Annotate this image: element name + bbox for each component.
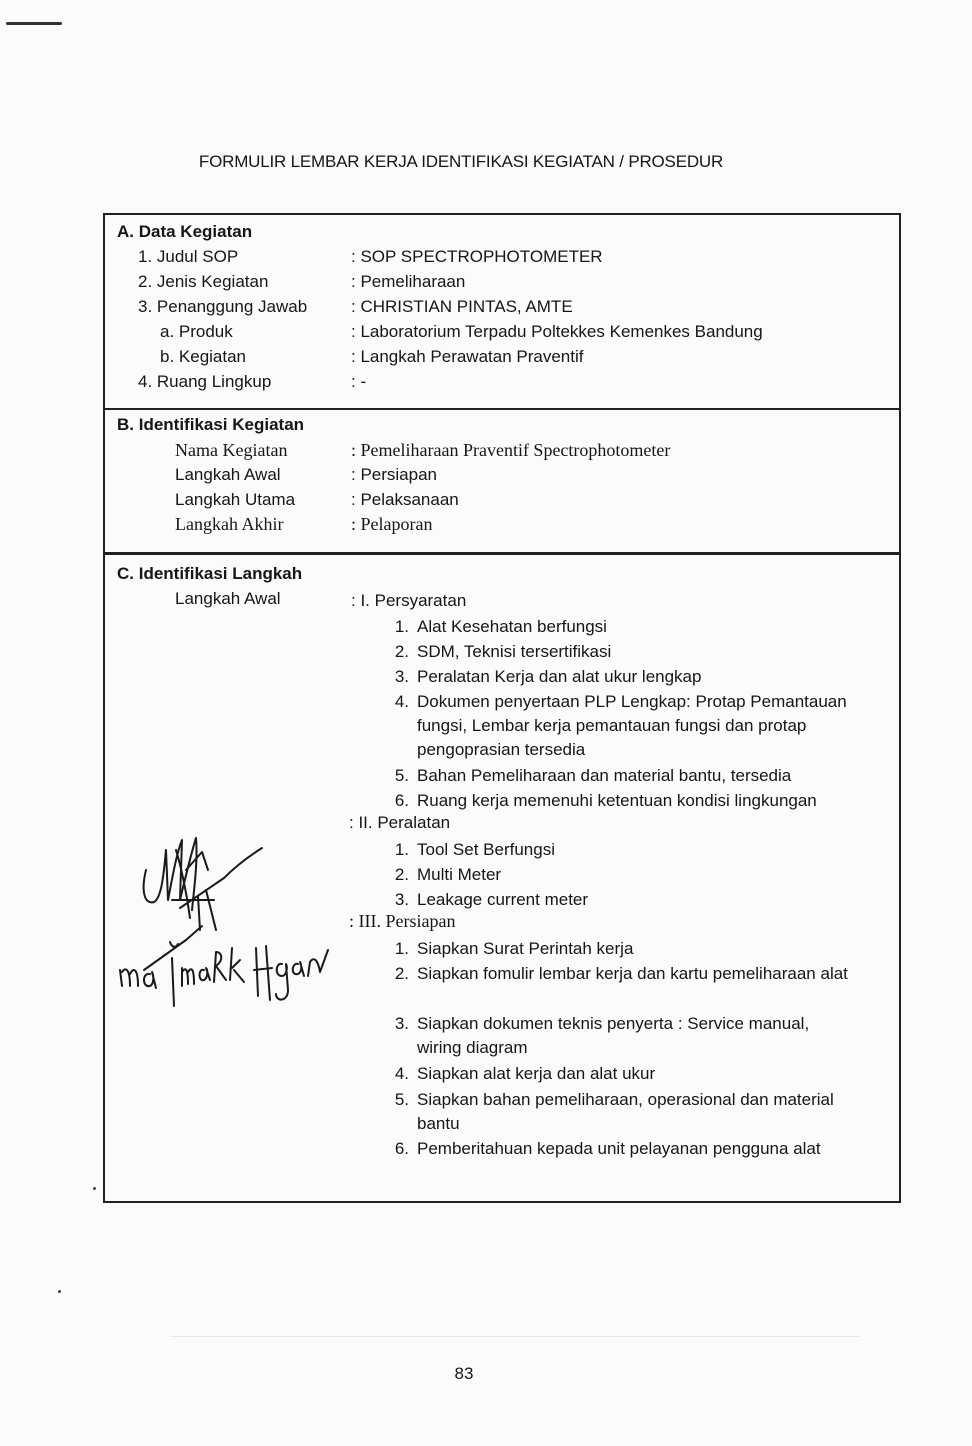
list-item [394,863,917,887]
list-item [394,1062,917,1086]
item-text: Ruang kerja memenuhi ketentuan kondisi lingkungan [417,791,817,810]
item-number: 5. [394,1090,409,1109]
langkah-awal-label: Langkah Awal [175,589,281,608]
section-data-kegiatan [105,215,899,410]
item-text: Leakage current meter [417,890,589,909]
item-text: Siapkan dokumen teknis penyerta : Service manual, wiring diagram [417,1014,810,1057]
item-number: 1. [394,617,409,636]
list-item [394,640,917,664]
row-label: b. Kegiatan [160,347,247,366]
item-text: Siapkan Surat Perintah kerja [417,939,634,958]
row-label: Langkah Utama [175,490,296,509]
row-value: : Persiapan [351,465,437,484]
list-item [394,888,917,912]
scan-speck [93,1187,96,1190]
handwritten-signature [116,830,336,1010]
row-label: 2. Jenis Kegiatan [138,272,269,291]
item-text: Bahan Pemeliharaan dan material bantu, tersedia [417,766,792,785]
section-c-heading: C. Identifikasi Langkah [117,564,303,583]
list-item [394,962,857,986]
row-label: Langkah Akhir [175,514,284,534]
item-number: 2. [394,964,409,983]
item-number: 1. [394,939,409,958]
item-number: 1. [394,840,409,859]
list-item [394,937,917,961]
row-value: : SOP SPECTROPHOTOMETER [351,247,603,266]
row-value: : Laboratorium Terpadu Poltekkes Kemenkes Bandung [351,322,763,341]
row-label: 1. Judul SOP [138,247,239,266]
item-number: 6. [394,791,409,810]
item-text: Pemberitahuan kepada unit pelayanan pengguna alat [417,1139,821,1158]
item-number: 3. [394,667,409,686]
list-item [394,789,917,813]
row-label: Langkah Awal [175,465,281,484]
row-value: : CHRISTIAN PINTAS, AMTE [351,297,573,316]
item-number: 6. [394,1139,409,1158]
section-identifikasi-kegiatan [105,410,899,555]
row-value: : Pemeliharaan Praventif Spectrophotometer [351,440,671,460]
section-a-heading: A. Data Kegiatan [117,222,253,241]
scan-faint-line [170,1336,860,1337]
row-label: Nama Kegiatan [175,440,288,460]
item-text: Multi Meter [417,865,502,884]
item-number: 4. [394,692,409,711]
list-item [394,1012,847,1060]
row-nama-kegiatan [105,440,899,464]
group-persiapan-title: : III. Persiapan [349,911,456,931]
row-kegiatan [105,347,899,371]
item-text: Siapkan fomulir lembar kerja dan kartu pemeliharaan alat [417,964,848,983]
list-item [394,665,917,689]
row-langkah-awal [105,465,899,489]
item-text: Siapkan bahan pemeliharaan, operasional dan material bantu [417,1090,834,1133]
item-text: Siapkan alat kerja dan alat ukur [417,1064,656,1083]
row-langkah-utama [105,490,899,514]
item-text: SDM, Teknisi tersertifikasi [417,642,612,661]
row-penanggung-jawab [105,297,899,321]
item-text: Tool Set Berfungsi [417,840,555,859]
worksheet-frame [103,213,901,1203]
row-ruang-lingkup [105,372,899,396]
row-label: 3. Penanggung Jawab [138,297,308,316]
row-langkah-akhir [105,514,899,538]
group-persyaratan-title: : I. Persyaratan [351,591,467,610]
item-text: Alat Kesehatan berfungsi [417,617,607,636]
item-number: 3. [394,1014,409,1033]
list-item [394,838,917,862]
row-jenis-kegiatan [105,272,899,296]
document-title: FORMULIR LEMBAR KERJA IDENTIFIKASI KEGIATAN / PROSEDUR [198,152,724,171]
list-item [394,1088,867,1136]
row-value: : Langkah Perawatan Praventif [351,347,584,366]
list-item [394,615,917,639]
row-value: : Pemeliharaan [351,272,466,291]
list-item [394,764,917,788]
scan-speck [58,1290,61,1293]
item-number: 4. [394,1064,409,1083]
item-number: 5. [394,766,409,785]
item-number: 3. [394,890,409,909]
item-number: 2. [394,865,409,884]
item-number: 2. [394,642,409,661]
item-text: Peralatan Kerja dan alat ukur lengkap [417,667,702,686]
row-label: 4. Ruang Lingkup [138,372,272,391]
scan-edge-mark [6,22,62,25]
page-number: 83 [454,1364,474,1383]
row-value: : - [351,372,367,391]
group-peralatan-title: : II. Peralatan [349,813,451,832]
list-item [394,690,877,762]
row-judul-sop [105,247,899,271]
item-text: Dokumen penyertaan PLP Lengkap: Protap Pemantauan fungsi, Lembar kerja pemantauan fungsi dan protap pengoprasian tersedia [417,692,847,759]
row-label: a. Produk [160,322,233,341]
list-item [394,1137,917,1161]
row-produk [105,322,899,346]
section-b-heading: B. Identifikasi Kegiatan [117,415,305,434]
row-value: : Pelaporan [351,514,433,534]
row-value: : Pelaksanaan [351,490,459,509]
